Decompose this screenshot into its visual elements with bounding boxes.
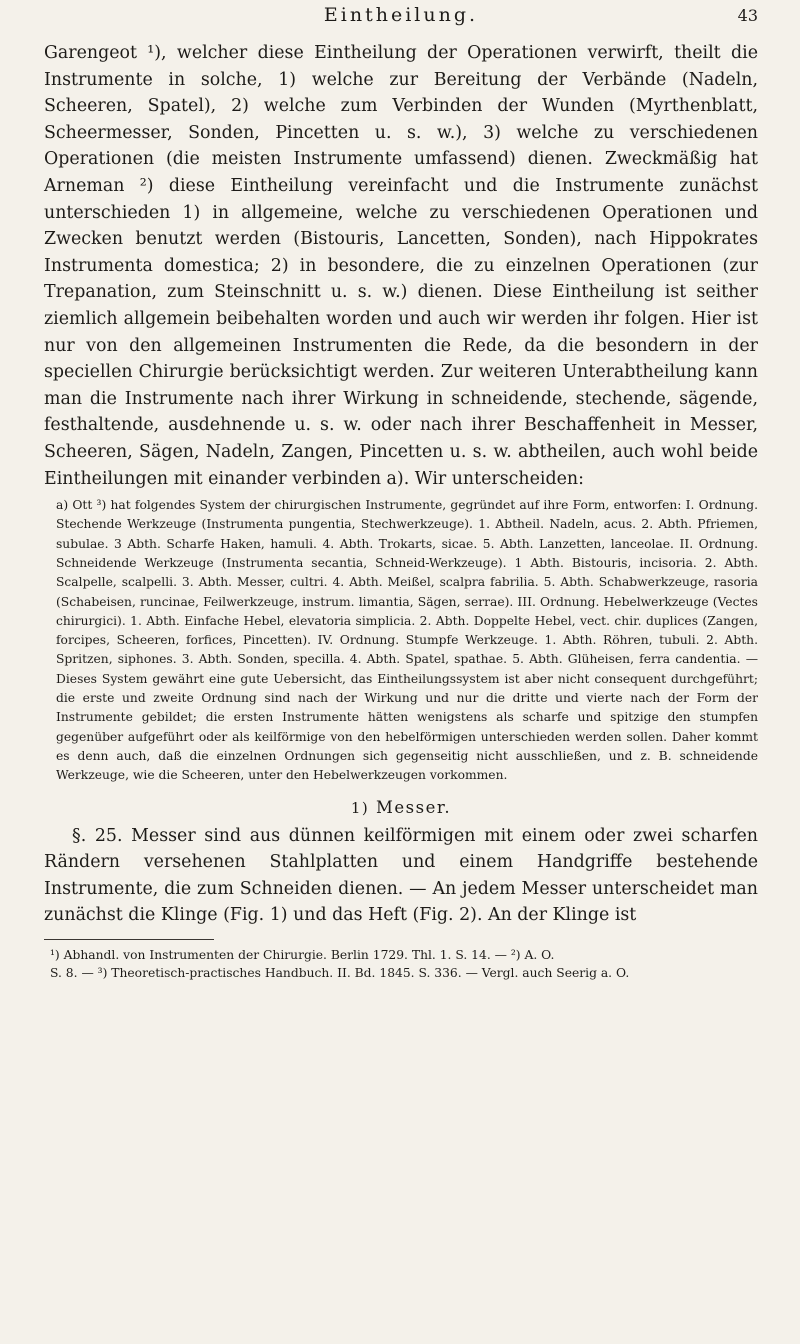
running-title: Eintheilung.: [323, 4, 479, 26]
footnote-line-2: S. 8. — ³) Theoretisch-practisches Handbuch. II. Bd. 1845. S. 336. — Vergl. auch Seerig a. O.: [50, 965, 630, 980]
footnote-rule: [44, 939, 214, 940]
footnotes: [44, 946, 758, 982]
section-number: 1): [350, 798, 370, 817]
running-head: [44, 0, 758, 40]
section-title: Messer.: [375, 797, 452, 817]
footnote-line-1: ¹) Abhandl. von Instrumenten der Chirurgie. Berlin 1729. Thl. 1. S. 14. — ²) A. O.: [50, 947, 555, 962]
section-paragraph: §. 25. Messer sind aus dünnen keilförmigen mit einem oder zwei scharfen Rändern versehenen Stahlplatten und einem Handgriffe bestehende Instrumente, die zum Schneiden dienen. — An jedem Messer unterscheidet man zunächst die Klinge (Fig. 1) und das Heft (Fig. 2). An der Klinge ist: [44, 825, 758, 926]
page-number: 43: [737, 6, 758, 25]
note-a-text: a) Ott ³) hat folgendes System der chirurgischen Instrumente, gegründet auf ihre Form, entworfen: I. Ordnung. Stechende Werkzeuge (Instrumenta pungentia, Stechwerkzeuge). 1. Abtheil. Nadeln, acus. 2. Abth. Pfriemen, subulae. 3 Abth. Scharfe Haken, hamuli. 4. Abth. Trokarts, sicae. 5. Abth. Lanzetten, lanceolae. II. Ordnung. Schneidende Werkzeuge (Instrumenta secantia, Schneid-Werkzeuge). 1 Abth. Bistouris, incisoria. 2. Abth. Scalpelle, scalpelli. 3. Abth. Messer, cultri. 4. Abth. Meißel, scalpra fabrilia. 5. Abth. Schabwerkzeuge, rasoria (Schabeisen, runcinae, Feilwerkzeuge, instrum. limantia, Sägen, serrae). III. Ordnung. Hebelwerkzeuge (Vectes chirurgici). 1. Abth. Einfache Hebel, elevatoria simplicia. 2. Abth. Doppelte Hebel, vect. chir. duplices (Zangen, forcipes, Scheeren, forfices, Pincetten). IV. Ordnung. Stumpfe Werkzeuge. 1. Abth. Röhren, tubuli. 2. Abth. Spritzen, siphones. 3. Abth. Sonden, specilla. 4. Abth. Spatel, spathae. 5. Abth. Glüheisen, ferra candentia. — Dieses System gewährt eine gute Uebersicht, das Eintheilungssystem ist aber nicht consequent durchgeführt; die erste und zweite Ordnung sind nach der Wirkung und nur die dritte und vierte nach der Form der Instrumente gebildet; die ersten Instrumente hätten wenigstens als scharfe und spitzige den stumpfen gegenüber aufgeführt oder als keilförmige von den hebelförmigen unterschieden werden sollen. Daher kommt es denn auch, daß die einzelnen Ordnungen sich gegenseitig nicht ausschließen, und z. B. schneidende Werkzeuge, wie die Scheeren, unter den Hebelwerkzeugen vorkommen.: [56, 498, 758, 783]
note-a: [44, 496, 758, 785]
section-heading: [44, 798, 758, 817]
main-paragraph: Garengeot ¹), welcher diese Eintheilung der Operationen verwirft, theilt die Instrumente in solche, 1) welche zur Bereitung der Verbände (Nadeln, Scheeren, Spatel), 2) welche zum Verbinden der Wunden (Myrthenblatt, Scheermesser, Sonden, Pincetten u. s. w.), 3) welche zu verschiedenen Operationen (die meisten Instrumente umfassend) dienen. Zweckmäßig hat Arneman ²) diese Eintheilung vereinfacht und die Instrumente zunächst unterschieden 1) in allgemeine, welche zu verschiedenen Operationen und Zwecken benutzt werden (Bistouris, Lancetten, Sonden), nach Hippokrates Instrumenta domestica; 2) in besondere, die zu einzelnen Operationen (zur Trepanation, zum Steinschnitt u. s. w.) dienen. Diese Eintheilung ist seither ziemlich allgemein beibehalten worden und auch wir werden ihr folgen. Hier ist nur von den allgemeinen Instrumenten die Rede, da die besondern in der speciellen Chirurgie berücksichtigt werden. Zur weiteren Unterabtheilung kann man die Instrumente nach ihrer Wirkung in schneidende, stechende, sägende, festhaltende, ausdehnende u. s. w. oder nach ihrer Beschaffenheit in Messer, Scheeren, Sägen, Nadeln, Zangen, Pincetten u. s. w. abtheilen, auch wohl beide Eintheilungen mit einander verbinden a). Wir unterscheiden:: [44, 43, 758, 489]
book-page: [44, 0, 758, 982]
